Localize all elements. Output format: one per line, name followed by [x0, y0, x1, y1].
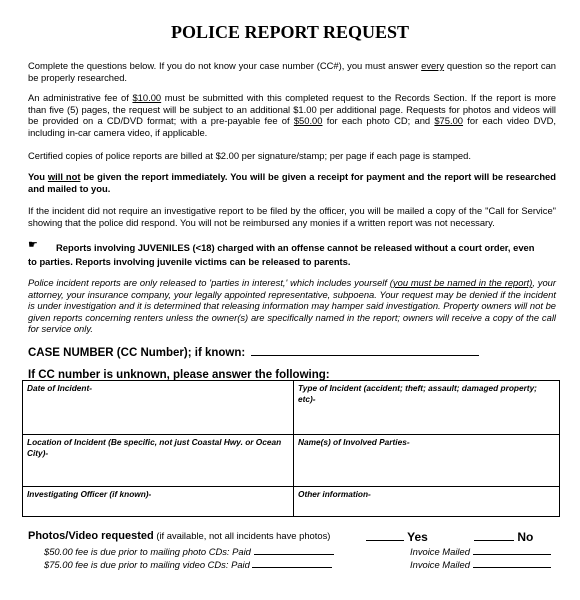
yes-option[interactable] [366, 530, 428, 544]
text: Police incident reports are only released to 'parties in interest,' which includes yourself [28, 277, 390, 288]
date-of-incident-cell[interactable] [23, 381, 294, 435]
text: for each video DVD, including in-car camera video, if applicable. [28, 115, 556, 138]
fee-admin: $10.00 [132, 92, 162, 103]
investigating-officer-label: Investigating Officer (if known)- [27, 489, 152, 499]
emphasis-named: (you must be named in the report) [389, 277, 533, 288]
type-of-incident-cell[interactable] [294, 381, 560, 435]
photo-fee-text: $50.00 fee is due prior to mailing photo CDs: Paid [44, 546, 251, 557]
other-information-cell[interactable] [294, 487, 560, 517]
parties-in-interest-paragraph [28, 277, 556, 335]
case-number-input[interactable] [251, 345, 479, 356]
date-of-incident-label: Date of Incident- [27, 383, 92, 393]
text: must be submitted with this completed request to the Records Section. If the report is more than five (5) pages, the request will be subject to an additional $1.00 per additional page. Requests for photos and videos will be provided on a CD/DVD format; with a pre-payable fee of [28, 92, 556, 127]
invoice-video-blank[interactable] [473, 558, 551, 568]
juveniles-paragraph-line2: to parties. Reports involving juvenile victims can be released to parents. [28, 256, 351, 267]
invoice-mailed-photo [410, 545, 551, 557]
call-for-service-paragraph: If the incident did not require an investigative report to be filed by the officer, you will be mailed a copy of the "Call for Service" showing that the police did respond. You will not be reimbursed any monies if a written report was not necessary. [28, 205, 556, 228]
photos-note: (if available, not all incidents have photos) [153, 530, 331, 541]
fee-video: $75.00 [434, 115, 464, 127]
no-label: No [517, 530, 534, 544]
page-title: POLICE REPORT REQUEST [170, 22, 410, 42]
no-blank[interactable] [474, 531, 514, 541]
location-cell[interactable] [23, 435, 294, 487]
text: An administrative fee of [28, 92, 133, 103]
involved-parties-cell[interactable] [294, 435, 560, 487]
location-label: Location of Incident (Be specific, not just Coastal Hwy. or Ocean City)- [27, 437, 282, 458]
text: be given the report immediately. You will be given a receipt for payment and the report will be researched and mailed to you. [28, 171, 556, 194]
yes-label: Yes [407, 530, 428, 544]
no-option[interactable] [474, 530, 533, 544]
instructions-paragraph [28, 60, 556, 83]
text: You [28, 171, 48, 182]
type-of-incident-label: Type of Incident (accident; theft; assault; damaged property; etc)- [298, 383, 537, 404]
fee-paragraph [28, 92, 556, 138]
video-paid-blank[interactable] [252, 558, 332, 568]
text: Complete the questions below. If you do not know your case number (CC#), you must answer [28, 60, 422, 71]
text: , your attorney, your insurance company, your legally appointed representative, subpoena. Your request may be denied if the incident is under investigation and it is determined that releasing information may hamper said investigation. Property owners will not be given reports concerning renters unless the owner(s) are specifically named in the report; owners will receive a copy of the call for service only. [28, 277, 556, 335]
photo-fee-line [44, 545, 334, 557]
video-fee-text: $75.00 fee is due prior to mailing video CDs: Paid [44, 559, 250, 570]
photos-label: Photos/Video requested [28, 530, 154, 542]
text: for each photo CD; and [322, 115, 435, 127]
certified-copies-paragraph: Certified copies of police reports are billed at $2.00 per signature/stamp; per page if each page is stamped. [28, 150, 471, 161]
investigating-officer-cell[interactable] [23, 487, 294, 517]
pointing-hand-icon: ☛ [28, 239, 38, 251]
other-information-label: Other information- [298, 489, 371, 499]
involved-parties-label: Name(s) of Involved Parties- [298, 437, 410, 447]
case-number-field [28, 345, 479, 359]
fee-photo: $50.00 [293, 115, 323, 127]
not-immediate-paragraph [28, 171, 556, 194]
case-number-label: CASE NUMBER (CC Number); if known: [28, 347, 246, 359]
yes-blank[interactable] [366, 531, 404, 541]
juveniles-paragraph [56, 242, 556, 254]
photos-video-requested [28, 530, 330, 542]
video-fee-line [44, 558, 332, 570]
photo-paid-blank[interactable] [254, 545, 334, 555]
text: question so the report can be properly researched. [28, 60, 556, 83]
invoice-mailed-label: Invoice Mailed [410, 546, 470, 557]
unknown-heading: If CC number is unknown, please answer the following: [28, 369, 330, 381]
emphasis-every: every [421, 60, 445, 71]
invoice-mailed-video [410, 558, 551, 570]
invoice-photo-blank[interactable] [473, 545, 551, 555]
invoice-mailed-label: Invoice Mailed [410, 559, 470, 570]
emphasis-will-not: will not [47, 171, 81, 182]
juveniles-line-1: Reports involving JUVENILES (<18) charged with an offense cannot be released without a court order, even [56, 242, 535, 253]
incident-form-table [22, 380, 560, 517]
